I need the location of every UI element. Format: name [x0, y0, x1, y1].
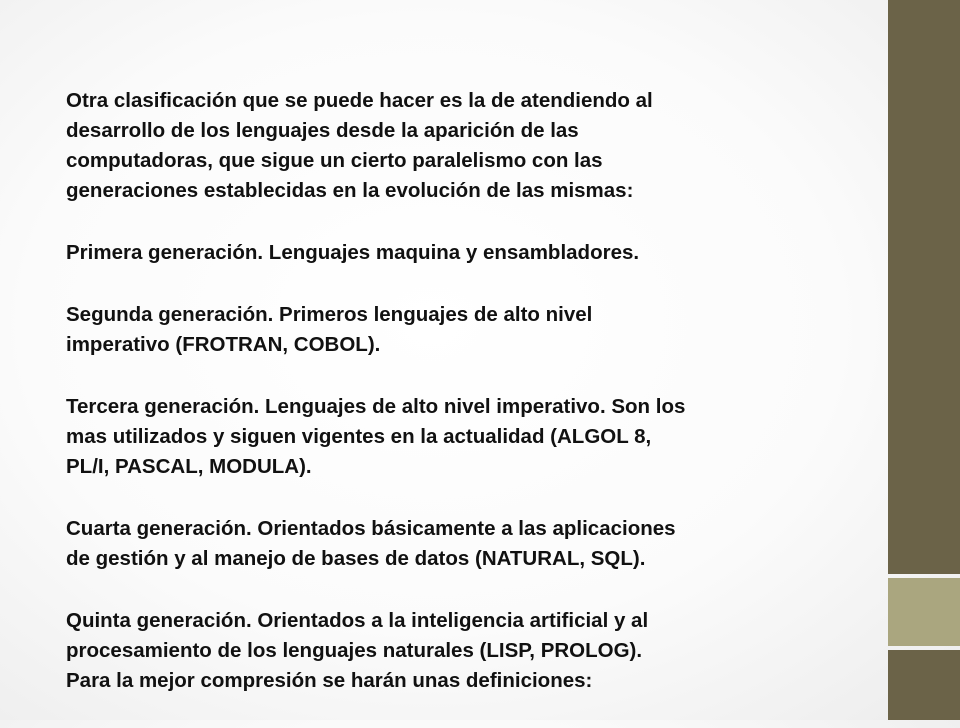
text-line: generaciones establecidas en la evolución de las mismas: [66, 179, 634, 202]
text-line: procesamiento de los lenguajes naturales (LISP, PROLOG). [66, 639, 643, 662]
text-line: computadoras, que sigue un cierto paralelismo con las [66, 149, 603, 172]
fifth-generation-paragraph [66, 606, 856, 696]
third-generation-paragraph [66, 392, 856, 482]
text-line: PL/I, PASCAL, MODULA). [66, 455, 312, 478]
intro-paragraph [66, 86, 856, 206]
text-line: Quinta generación. Orientados a la inteligencia artificial y al [66, 609, 649, 632]
second-generation-paragraph [66, 300, 856, 360]
sidebar-accent-band [888, 578, 960, 646]
text-line: Cuarta generación. Orientados básicamente a las aplicaciones [66, 517, 676, 540]
text-line: Para la mejor compresión se harán unas definiciones: [66, 669, 593, 692]
first-generation-paragraph [66, 238, 856, 268]
text-line: imperativo (FROTRAN, COBOL). [66, 333, 381, 356]
text-line: Primera generación. Lenguajes maquina y ensambladores. [66, 241, 640, 264]
text-line: mas utilizados y siguen vigentes en la actualidad (ALGOL 8, [66, 425, 652, 448]
fourth-generation-paragraph [66, 514, 856, 574]
text-line: desarrollo de los lenguajes desde la aparición de las [66, 119, 579, 142]
text-line: Segunda generación. Primeros lenguajes de alto nivel [66, 303, 593, 326]
text-line: Tercera generación. Lenguajes de alto nivel imperativo. Son los [66, 395, 686, 418]
text-line: de gestión y al manejo de bases de datos (NATURAL, SQL). [66, 547, 646, 570]
sidebar-bottom-band [888, 650, 960, 720]
slide-body [66, 86, 856, 728]
text-line: Otra clasificación que se puede hacer es la de atendiendo al [66, 89, 653, 112]
sidebar-top-band [888, 0, 960, 574]
decorative-sidebar [888, 0, 960, 720]
